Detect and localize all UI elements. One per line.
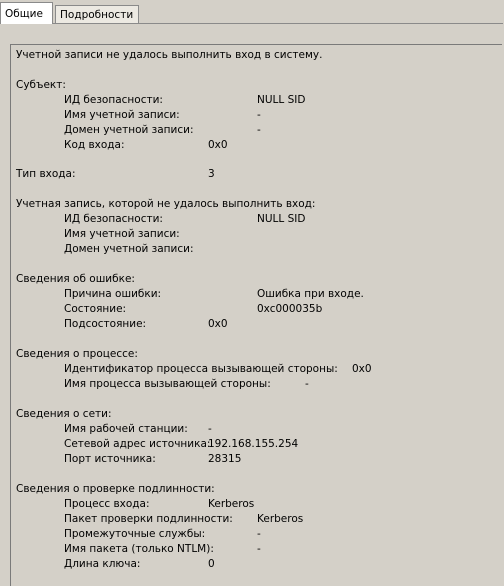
field-label: Идентификатор процесса вызывающей стороны: xyxy=(64,363,338,375)
field-value: Kerberos xyxy=(208,498,255,510)
field-value: 192.168.155.254 xyxy=(208,438,299,450)
field-label: Домен учетной записи: xyxy=(64,124,194,136)
field-value: - xyxy=(257,109,261,121)
field-label: ИД безопасности: xyxy=(64,213,163,225)
field-label: Процесс входа: xyxy=(64,498,150,510)
field-value: 0 xyxy=(208,558,215,570)
field-value: 0x0 xyxy=(208,318,228,330)
field-label-logon-type: Тип входа: xyxy=(16,168,76,180)
event-header: Учетной записи не удалось выполнить вход в систему. xyxy=(16,49,323,61)
section-title-failure: Сведения об ошибке: xyxy=(16,273,135,285)
field-value: 0x0 xyxy=(352,363,372,375)
field-value-logon-type: 3 xyxy=(208,168,215,180)
section-title-network: Сведения о сети: xyxy=(16,408,112,420)
tab-strip xyxy=(0,0,504,24)
field-label: Сетевой адрес источника: xyxy=(64,438,211,450)
field-value: - xyxy=(257,543,261,555)
field-value: NULL SID xyxy=(257,213,306,225)
field-value: Ошибка при входе. xyxy=(257,288,364,300)
event-panel xyxy=(0,23,503,586)
section-title-process: Сведения о процессе: xyxy=(16,348,138,360)
field-label: Имя учетной записи: xyxy=(64,228,180,240)
field-label: Домен учетной записи: xyxy=(64,243,194,255)
tab-general[interactable]: Общие xyxy=(0,2,53,24)
field-value: - xyxy=(257,528,261,540)
field-label: Причина ошибки: xyxy=(64,288,162,300)
field-value: - xyxy=(305,378,309,390)
field-value: 28315 xyxy=(208,453,242,465)
section-title-failed-account: Учетная запись, которой не удалось выполнить вход: xyxy=(16,198,316,210)
field-label: Промежуточные службы: xyxy=(64,528,206,540)
tab-details[interactable]: Подробности xyxy=(55,5,139,23)
section-title-auth: Сведения о проверке подлинности: xyxy=(16,483,215,495)
field-label: Имя рабочей станции: xyxy=(64,423,188,435)
section-title-subject: Субъект: xyxy=(16,79,66,91)
field-label: Код входа: xyxy=(64,139,125,151)
field-label: Имя пакета (только NTLM): xyxy=(64,543,214,555)
field-label: Состояние: xyxy=(64,303,127,315)
field-value: - xyxy=(208,423,212,435)
field-label: Имя учетной записи: xyxy=(64,109,180,121)
field-value: 0x0 xyxy=(208,139,228,151)
field-value: - xyxy=(257,124,261,136)
field-value: NULL SID xyxy=(257,94,306,106)
field-value: Kerberos xyxy=(257,513,304,525)
field-value: 0xc000035b xyxy=(257,303,323,315)
field-label: Имя процесса вызывающей стороны: xyxy=(64,378,271,390)
event-description-textbox[interactable] xyxy=(10,44,502,586)
field-label: Пакет проверки подлинности: xyxy=(64,513,233,525)
field-label: Длина ключа: xyxy=(64,558,141,570)
field-label: Подсостояние: xyxy=(64,318,147,330)
field-label: Порт источника: xyxy=(64,453,156,465)
field-label: ИД безопасности: xyxy=(64,94,163,106)
